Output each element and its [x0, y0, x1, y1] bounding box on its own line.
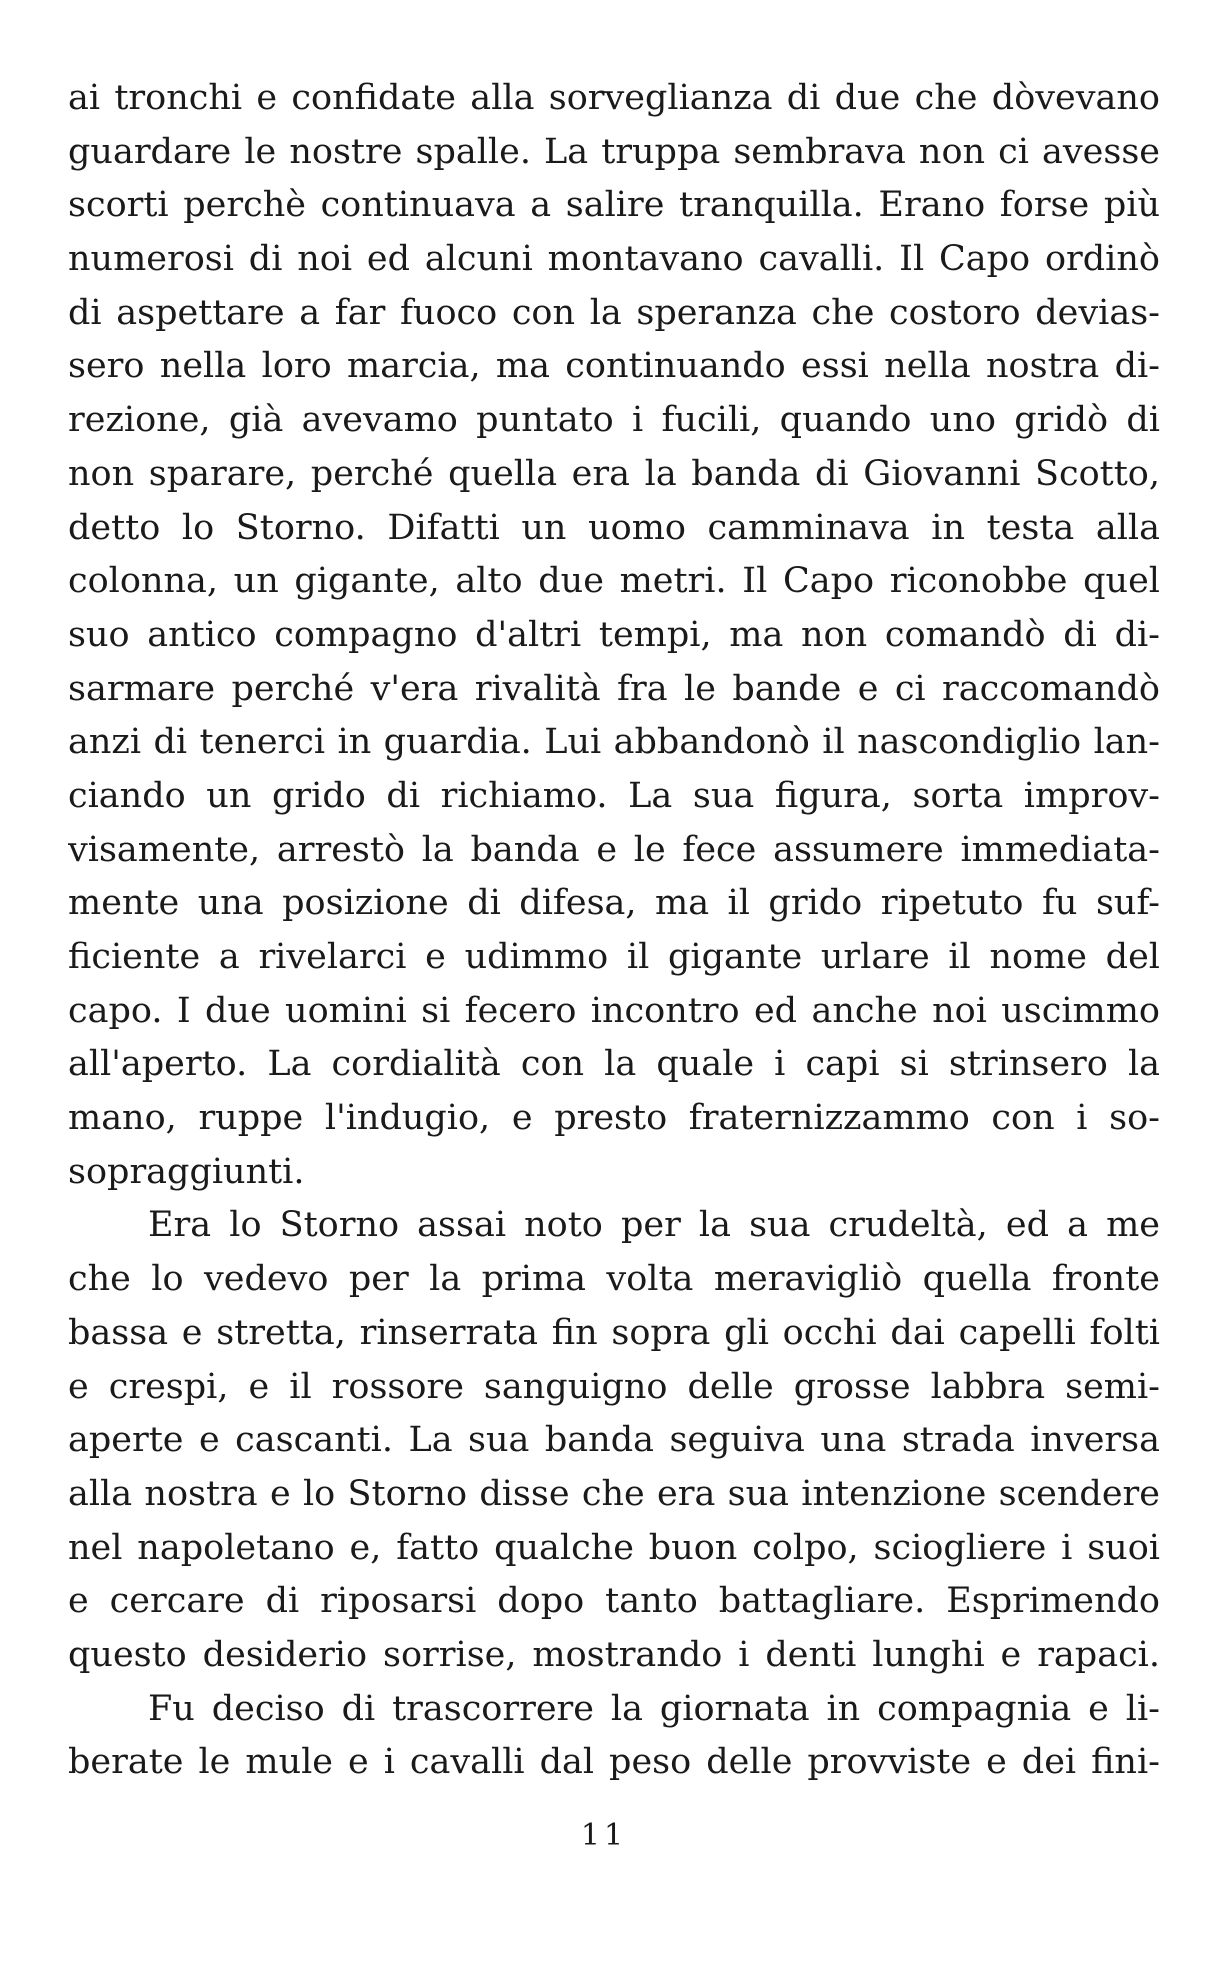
text-line: e cercare di riposarsi dopo tanto battagliare. Esprimendo: [68, 1581, 1160, 1622]
text-line: mano, ruppe l'indugio, e presto fraternizzammo con i so-: [68, 1098, 1160, 1139]
text-line: sopraggiunti.: [68, 1151, 305, 1192]
text-line: che lo vedevo per la prima volta meravigliò quella fronte: [68, 1259, 1160, 1300]
text-line: scorti perchè continuava a salire tranquilla. Erano forse più: [68, 185, 1160, 226]
text-line: Fu deciso di trascorrere la giornata in compagnia e li-: [148, 1688, 1160, 1729]
text-line: anzi di tenerci in guardia. Lui abbandonò il nascondiglio lan-: [68, 722, 1160, 763]
text-line: berate le mule e i cavalli dal peso delle provviste e dei fini-: [68, 1742, 1160, 1783]
text-line: sero nella loro marcia, ma continuando essi nella nostra di-: [68, 346, 1160, 387]
page-body: [68, 72, 1160, 1790]
text-line: ficiente a rivelarci e udimmo il gigante urlare il nome del: [68, 937, 1160, 977]
text-line: guardare le nostre spalle. La truppa sembrava non ci avesse: [68, 131, 1160, 172]
text-line: suo antico compagno d'altri tempi, ma non comandò di di-: [68, 614, 1160, 655]
text-line: detto lo Storno. Difatti un uomo camminava in testa alla: [68, 507, 1160, 548]
text-line: alla nostra e lo Storno disse che era sua intenzione scendere: [68, 1473, 1160, 1514]
text-line: e crespi, e il rossore sanguigno delle grosse labbra semi-: [68, 1366, 1160, 1407]
text-line: visamente, arrestò la banda e le fece assumere immediata-: [68, 829, 1160, 870]
text-line: di aspettare a far fuoco con la speranza che costoro devias-: [68, 292, 1160, 333]
text-line: Era lo Storno assai noto per la sua crudeltà, ed a me: [148, 1205, 1160, 1246]
text-line: sarmare perché v'era rivalità fra le bande e ci raccomandò: [68, 668, 1160, 709]
text-line: all'aperto. La cordialità con la quale i capi si strinsero la: [68, 1044, 1160, 1085]
text-line: numerosi di noi ed alcuni montavano cavalli. Il Capo ordinò: [68, 239, 1160, 280]
text-line: bassa e stretta, rinserrata fin sopra gli occhi dai capelli folti: [68, 1312, 1160, 1353]
page-number: 11: [580, 1818, 628, 1853]
text-line: ciando un grido di richiamo. La sua figura, sorta improv-: [68, 775, 1160, 816]
text-line: rezione, già avevamo puntato i fucili, quando uno gridò di: [68, 400, 1160, 441]
text-line: mente una posizione di difesa, ma il grido ripetuto fu suf-: [68, 883, 1160, 924]
text-line: non sparare, perché quella era la banda di Giovanni Scotto,: [68, 453, 1160, 494]
text-line: aperte e cascanti. La sua banda seguiva una strada inversa: [68, 1420, 1160, 1461]
text-line: colonna, un gigante, alto due metri. Il Capo riconobbe quel: [68, 561, 1160, 602]
text-line: questo desiderio sorrise, mostrando i denti lunghi e rapaci.: [68, 1634, 1160, 1675]
text-line: capo. I due uomini si fecero incontro ed anche noi uscimmo: [68, 990, 1160, 1031]
text-line: nel napoletano e, fatto qualche buon colpo, sciogliere i suoi: [68, 1527, 1160, 1568]
text-line: ai tronchi e confidate alla sorveglianza di due che dòvevano: [68, 78, 1160, 118]
